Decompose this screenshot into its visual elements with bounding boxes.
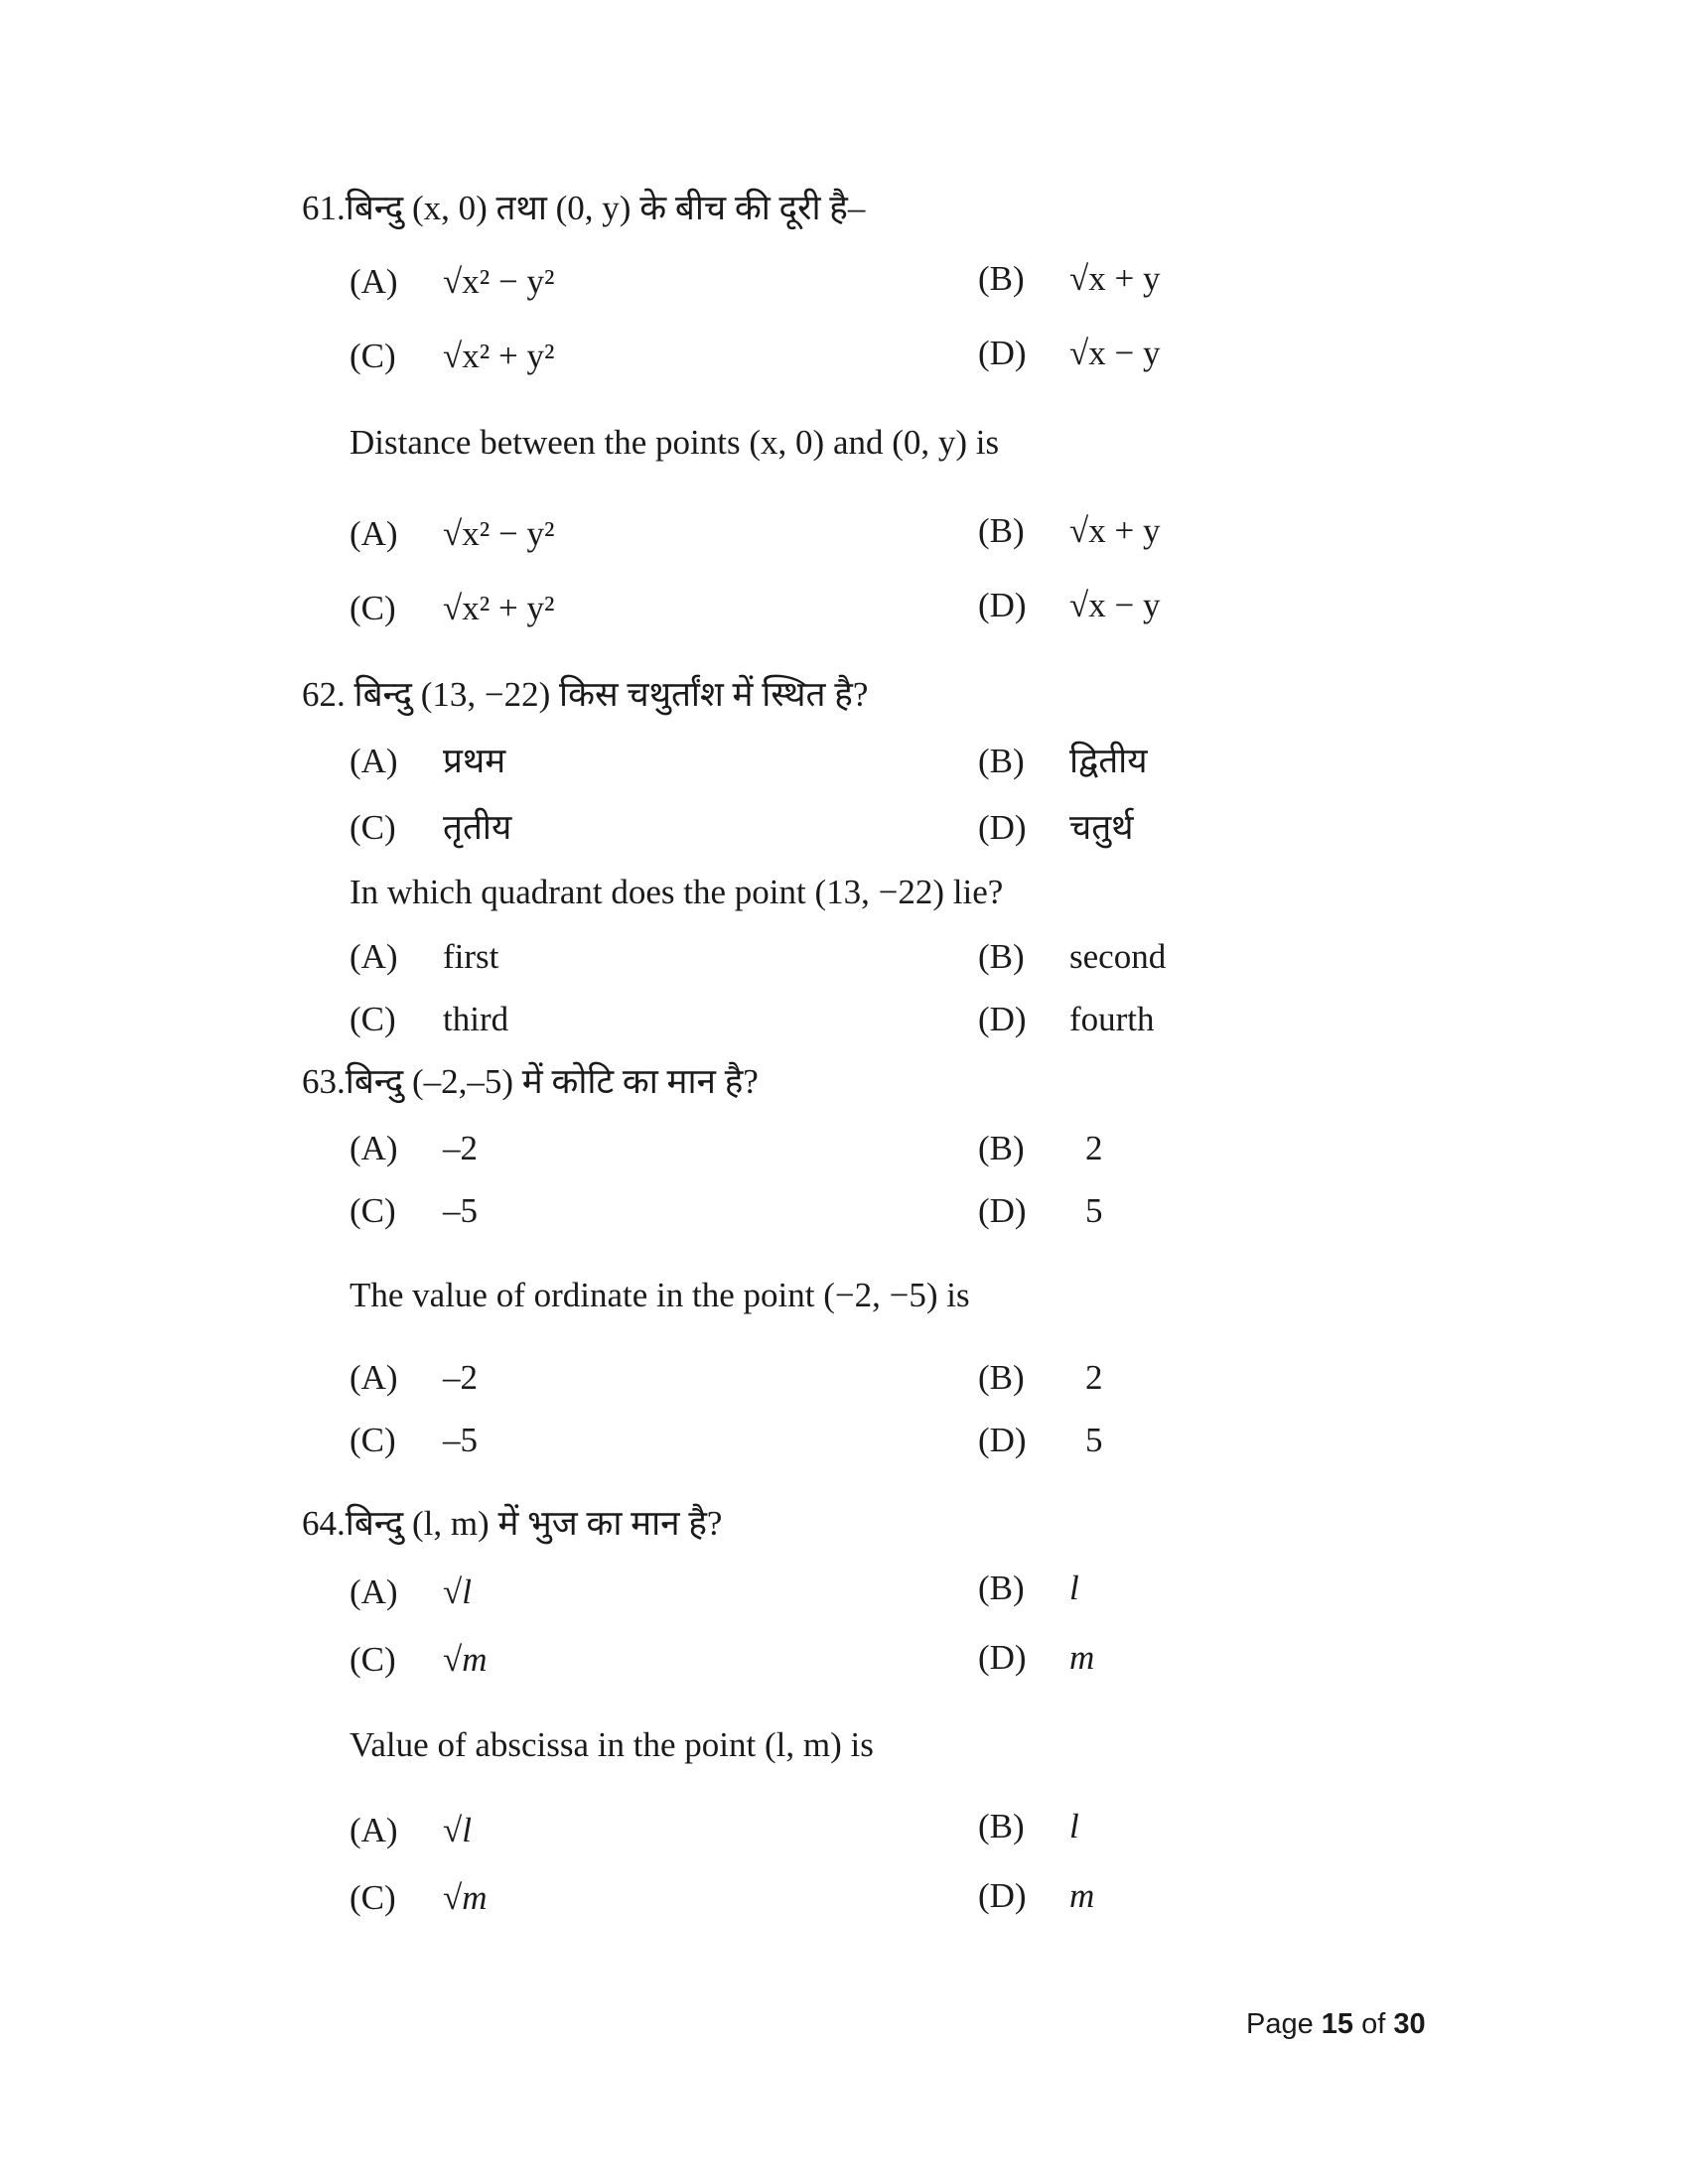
- option-label: (A): [350, 742, 398, 780]
- question-stem-hindi: 63.बिन्दु (–2,–5) में कोटि का मान है?: [302, 1062, 759, 1101]
- option-label: (D): [978, 586, 1027, 624]
- option-label: (B): [978, 1569, 1025, 1607]
- option-label: (D): [978, 1000, 1027, 1038]
- option-value: first: [443, 937, 499, 976]
- page-number: [1246, 2006, 1426, 2042]
- option-value: 5: [1085, 1421, 1103, 1459]
- option-value: 5: [1085, 1191, 1103, 1230]
- option-label: (A): [350, 1129, 398, 1167]
- option-value: –5: [443, 1421, 478, 1459]
- option-value: √m: [443, 1640, 488, 1679]
- option-label: (C): [350, 589, 396, 627]
- option-label: (C): [350, 1000, 396, 1038]
- option-value: तृतीय: [443, 808, 512, 847]
- option-value: √x − y: [1069, 334, 1161, 372]
- option-value: √x² + y²: [443, 337, 555, 375]
- option-value: m: [1069, 1638, 1095, 1677]
- option-label: (D): [978, 808, 1027, 847]
- option-value: √x² − y²: [443, 514, 555, 553]
- option-value: –2: [443, 1358, 478, 1397]
- option-label: (D): [978, 334, 1027, 372]
- option-value: √m: [443, 1878, 488, 1917]
- option-value: √x + y: [1069, 259, 1161, 298]
- option-value: third: [443, 1000, 509, 1038]
- option-value: second: [1069, 937, 1167, 976]
- option-label: (A): [350, 1811, 398, 1849]
- option-label: (B): [978, 511, 1025, 550]
- question-stem-english: In which quadrant does the point (13, −22) lie?: [350, 873, 1004, 911]
- option-label: (D): [978, 1421, 1027, 1459]
- option-value: प्रथम: [443, 742, 506, 780]
- option-value: √x² + y²: [443, 589, 555, 627]
- option-label: (B): [978, 259, 1025, 298]
- option-value: l: [1069, 1569, 1079, 1607]
- option-label: (B): [978, 1129, 1025, 1167]
- question-stem-english: Distance between the points (x, 0) and (0, y) is: [350, 423, 1000, 462]
- option-label: (C): [350, 1421, 396, 1459]
- option-label: (A): [350, 262, 398, 301]
- option-label: (A): [350, 937, 398, 976]
- option-label: (C): [350, 1640, 396, 1679]
- question-stem-hindi: 62. बिन्दु (13, −22) किस चथुर्तांश में स्थित है?: [302, 675, 869, 714]
- option-value: 2: [1085, 1358, 1103, 1397]
- page-total: 30: [1393, 2008, 1426, 2040]
- question-stem-english: Value of abscissa in the point (l, m) is: [350, 1725, 874, 1764]
- option-label: (D): [978, 1876, 1027, 1915]
- option-value: द्वितीय: [1069, 742, 1148, 780]
- option-label: (A): [350, 514, 398, 553]
- option-label: (D): [978, 1191, 1027, 1230]
- option-label: (A): [350, 1358, 398, 1397]
- option-label: (C): [350, 337, 396, 375]
- option-value: √x² − y²: [443, 262, 555, 301]
- option-value: √x − y: [1069, 586, 1161, 624]
- question-stem-hindi: 64.बिन्दु (l, m) में भुज का मान है?: [302, 1504, 723, 1543]
- option-label: (B): [978, 937, 1025, 976]
- of-word: of: [1361, 2008, 1386, 2040]
- option-value: 2: [1085, 1129, 1103, 1167]
- question-stem-hindi: 61.बिन्दु (x, 0) तथा (0, y) के बीच की दूरी है–: [302, 189, 866, 227]
- option-value: m: [1069, 1876, 1095, 1915]
- page-word: Page: [1246, 2008, 1314, 2040]
- option-label: (C): [350, 1878, 396, 1917]
- question-stem-english: The value of ordinate in the point (−2, −5) is: [350, 1276, 970, 1314]
- option-value: √l: [443, 1572, 472, 1611]
- option-label: (B): [978, 1807, 1025, 1845]
- option-label: (B): [978, 1358, 1025, 1397]
- option-value: √x + y: [1069, 511, 1161, 550]
- option-value: fourth: [1069, 1000, 1155, 1038]
- option-label: (B): [978, 742, 1025, 780]
- option-label: (D): [978, 1638, 1027, 1677]
- option-label: (C): [350, 1191, 396, 1230]
- option-value: –5: [443, 1191, 478, 1230]
- option-value: l: [1069, 1807, 1079, 1845]
- option-label: (C): [350, 808, 396, 847]
- option-value: –2: [443, 1129, 478, 1167]
- page-current: 15: [1321, 2008, 1354, 2040]
- option-value: √l: [443, 1811, 472, 1849]
- option-label: (A): [350, 1572, 398, 1611]
- option-value: चतुर्थ: [1069, 808, 1134, 847]
